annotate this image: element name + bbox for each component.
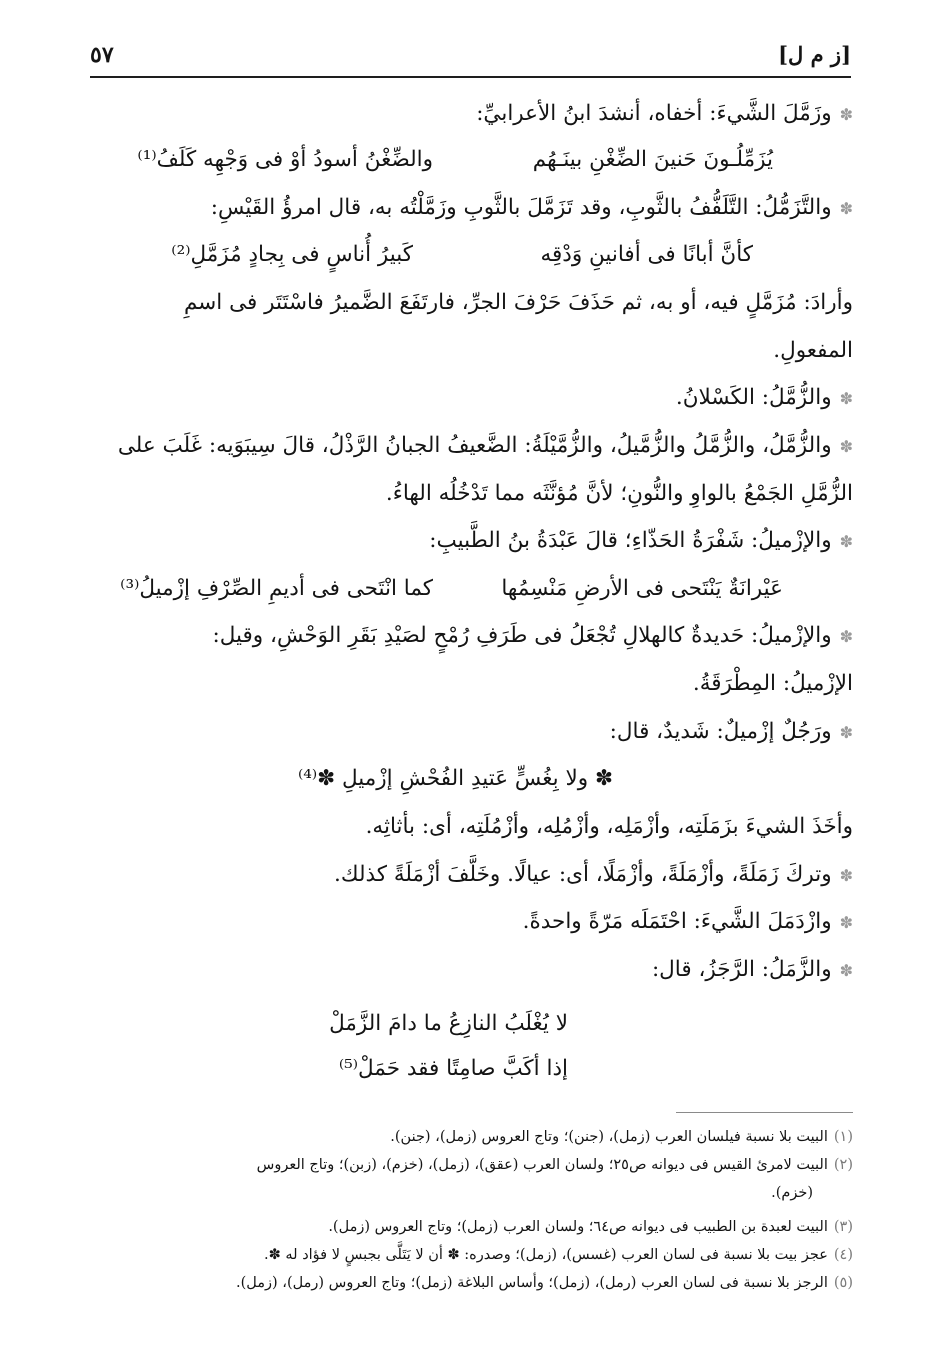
body-line: ✽والزُّمَّلُ، والزُّمَّلُ والزُّمَّيلُ، والزُّمَّيْلَةُ: الضَّعيفُ الجبانُ الرَّذْلُ، قالَ سِيبَوَيه: غَلَبَ على — [117, 433, 853, 458]
footnote: (٢)البيت لامرئ القيس فى ديوانه ص٢٥؛ ولسان العرب (عقق)، (زمل)، (خزم)، (زبن)؛ وتاج العروس — [256, 1157, 853, 1173]
star-icon: ✽ — [839, 389, 853, 408]
body-line: ✽والإزْميلُ: حَديدةٌ كالهلالِ تُجْعَلُ فى طَرَفِ رُمْحٍ لصَيْدِ بَقَرِ الوَحْشِ، وقيل: — [212, 623, 853, 648]
verse-hemistich: كما انْتَحى فى أديمِ الصِّرْفِ إزْميلُ⁽³⁾ — [120, 576, 433, 601]
header-rule — [90, 76, 851, 78]
body-line: ✽والإزْميلُ: شَفْرَةُ الحَذّاءِ؛ قالَ عَبْدَةُ بنُ الطَّبيبِ: — [429, 528, 853, 553]
page-number: ٥٧ — [90, 42, 114, 68]
verse-line: ✽ ولا بِغُسٍّ عَتيدِ الفُحْشِ إزْميلِ ✽⁽⁴⁾ — [297, 766, 613, 791]
footnote-rule — [676, 1112, 853, 1113]
page-header — [90, 36, 851, 76]
verse-hemistich: يُزَمِّلُـونَ حَنينَ الضِّغْنِ بينَـهُم — [532, 147, 773, 172]
body-line: الزُّمَّلِ الجَمْعُ بالواوِ والنُّونِ؛ لأنَّ مُؤنَّثَه مما تَدْخُلُه الهاءُ. — [385, 481, 853, 506]
star-icon: ✽ — [839, 199, 853, 218]
root-label: [ز م ل] — [778, 42, 851, 67]
rajaz-line: لا يُغْلَبُ النازِعُ ما دامَ الزَّمَلْ — [329, 1011, 568, 1036]
footnote: (٥)الرجز بلا نسبة فى لسان العرب (رمل)، (زمل)؛ وأساس البلاغة (زمل)؛ وتاج العروس (رمل)، (زمل). — [235, 1275, 853, 1291]
footnote: (١)البيت بلا نسبة فيلسان العرب (زمل)، (جنن)؛ وتاج العروس (زمل)، (جنن). — [390, 1129, 853, 1145]
footnote-continuation: (خزم). — [771, 1185, 813, 1201]
verse-hemistich: كأنَّ أبانًا فى أفانينِ وَدْقِه — [540, 242, 753, 267]
star-icon: ✽ — [839, 627, 853, 646]
rajaz-line: إذا أكَبَّ صامِتًا فقد حَمَلْ⁽⁵⁾ — [338, 1056, 568, 1081]
body-line: ✽وزَمَّلَ الشَّيءَ: أخفاه، أنشدَ ابنُ الأعرابيِّ: — [476, 101, 853, 126]
footnote: (٤)عجز بيت بلا نسبة فى لسان العرب (غسس)، (زمل)؛ وصدره: ✽ أن لا يَتَلَّى بجبسٍ لا فؤاد له ✽. — [264, 1247, 853, 1263]
body-line: وأخَذَ الشيءَ بزَمَلَتِه، وأزْمَلِه، وأزْمُلِه، وأزْمُلَتِه، أى: بأثاثِه. — [365, 814, 853, 839]
star-icon: ✽ — [839, 437, 853, 456]
star-icon: ✽ — [839, 866, 853, 885]
verse-hemistich: والضِّغْنُ أسودُ أوْ فى وَجْهِه كَلَفُ⁽¹⁾ — [137, 147, 433, 172]
verse-hemistich: كَبيرُ أُناسٍ فى بِجادٍ مُزَمَّلِ⁽²⁾ — [171, 242, 413, 267]
star-icon: ✽ — [839, 105, 853, 124]
star-icon: ✽ — [839, 723, 853, 742]
body-line: ✽وازْدَمَلَ الشَّيءَ: احْتَمَلَه مَرّةً واحدةً. — [522, 909, 853, 934]
body-line: ✽والزُّمَّلُ: الكَسْلانُ. — [675, 385, 853, 410]
body-line: وأرادَ: مُزَمَّلٍ فيه، أو به، ثم حَذَفَ حَرْفَ الجرِّ، فارتَفَعَ الضَّميرُ فاسْتَتَر فى اسمِ — [183, 290, 853, 315]
star-icon: ✽ — [839, 961, 853, 980]
star-icon: ✽ — [839, 532, 853, 551]
body-line: ✽ورَجُلٌ إزْميلٌ: شَديدٌ، قال: — [609, 719, 853, 744]
footnote: (٣)البيت لعبدة بن الطبيب فى ديوانه ص٦٤؛ ولسان العرب (زمل)؛ وتاج العروس (زمل). — [328, 1219, 853, 1235]
body-line: الإزْميلُ: المِطْرَقَةُ. — [692, 671, 853, 696]
body-line: ✽والزَّمَلُ: الرَّجَزُ، قال: — [651, 957, 853, 982]
star-icon: ✽ — [839, 913, 853, 932]
body-line: ✽والتَّزَمُّلُ: التَّلَفُّفُ بالثَّوبِ، وقد تَزَمَّلَ بالثَّوبِ وزَمَّلْتُه به، قال امرؤُ القَيْسِ: — [210, 195, 853, 220]
verse-hemistich: عَيْرانَةٌ يَنْتَحى فى الأرضِ مَنْسِمُها — [501, 576, 783, 601]
body-line: ✽وتركَ زَمَلَةً، وأزْمَلَةً، وأزْمَلًا، أى: عيالًا. وخَلَّفَ أزْمَلَةً كذلك. — [334, 862, 853, 887]
body-line: المفعولِ. — [773, 338, 853, 363]
